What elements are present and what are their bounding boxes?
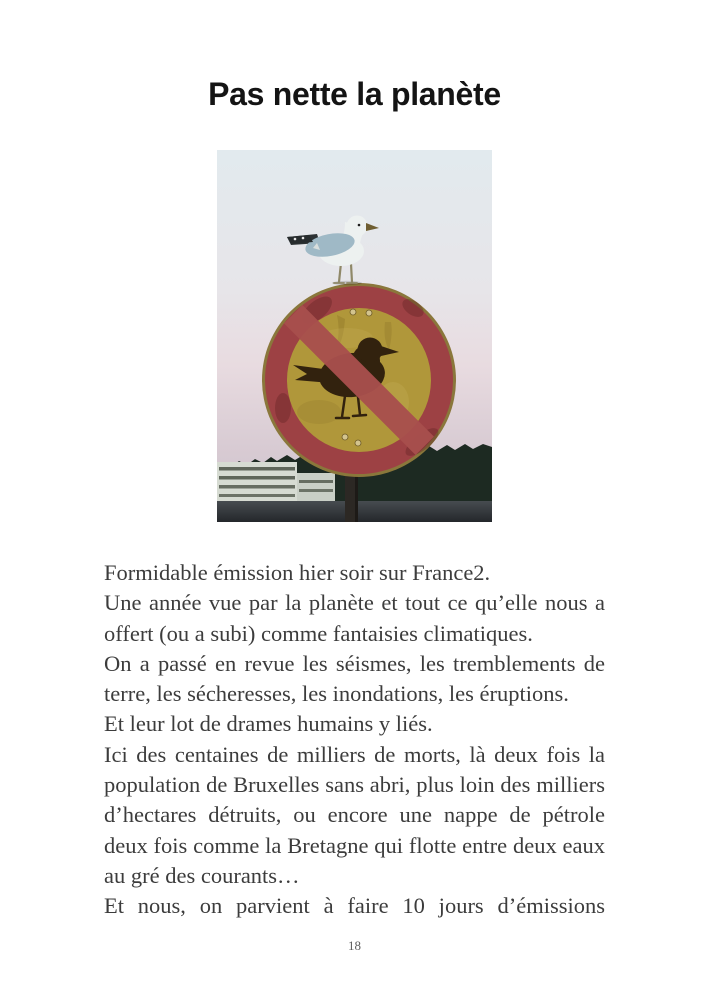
body-paragraph: On a passé en revue les séismes, les tremblements de terre, les sécheresses, les inondations, les éruptions. xyxy=(104,650,605,707)
body-paragraph: Et leur lot de drames humains y liés. xyxy=(104,711,433,737)
photo-illustration xyxy=(217,150,492,522)
body-paragraph: Une année vue par la planète et tout ce qu’elle nous a offert (ou a subi) comme fantaisies climatiques. xyxy=(104,590,605,646)
page-number: 18 xyxy=(348,938,361,953)
prohibition-sign xyxy=(262,283,456,477)
body-paragraph: Ici des centaines de milliers de morts, là deux fois la population de Bruxelles sans abri, plus loin des milliers d’hectares détruits, ou encore une nappe de pétrole deux fois comme la Bretagne qui flotte entre deux eaux au gré des courants… xyxy=(104,741,605,888)
body-paragraph: Formidable émission hier soir sur France2. xyxy=(104,560,491,585)
body-paragraph: Et nous, on parvient à faire 10 jours d’émissions xyxy=(104,893,605,919)
article-body xyxy=(104,558,605,922)
article-photo xyxy=(217,150,492,522)
page-title: Pas nette la planète xyxy=(208,76,501,112)
